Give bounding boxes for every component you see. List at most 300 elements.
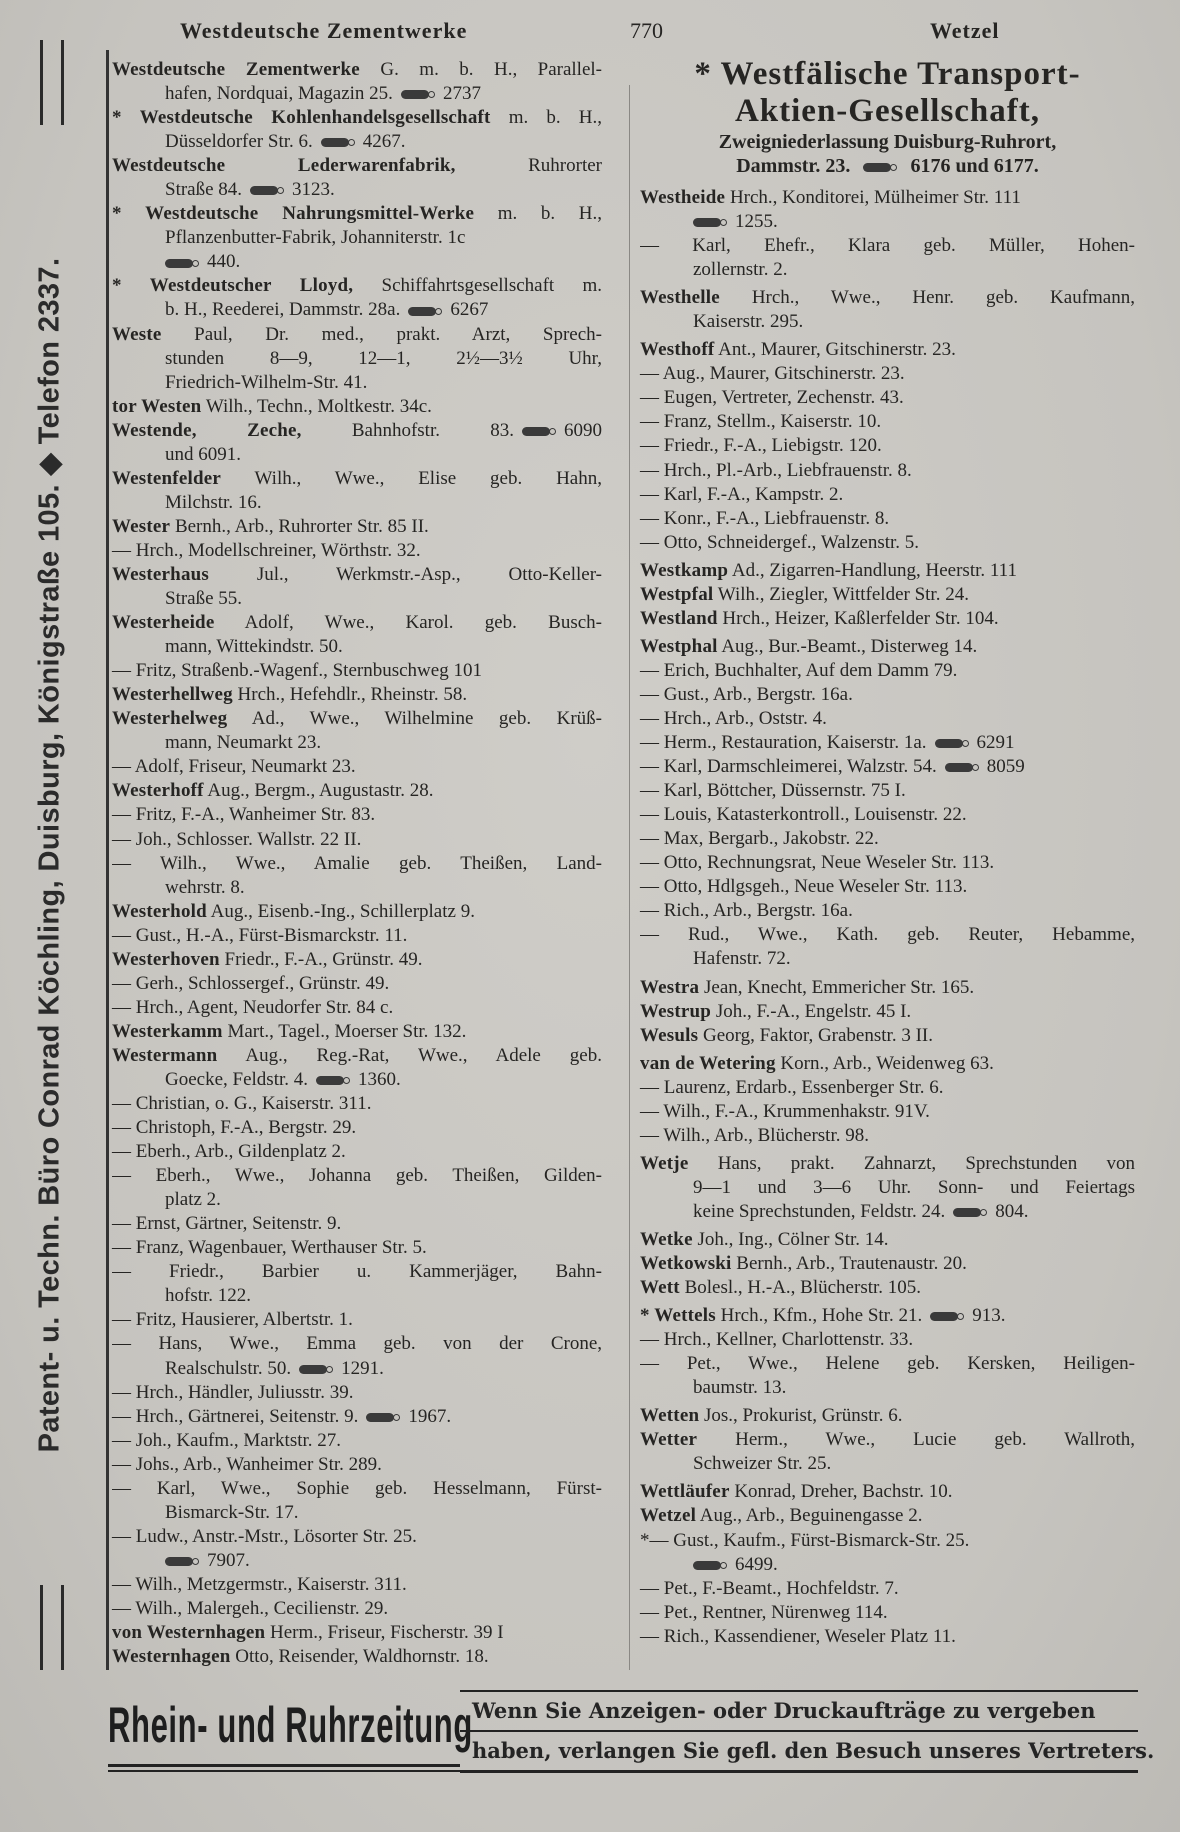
directory-entry [640,1577,1135,1601]
entry-details: Joh., F.-A., Engelstr. 45 I. [711,1000,912,1022]
entry-continuation-line [112,635,602,659]
directory-entry [112,563,602,587]
entry-details: Bernh., Arb., Ruhrorter Str. 85 II. [170,515,429,537]
entry-details: — Otto, Rechnungsrat, Neue Weseler Str. 113. [640,852,995,874]
entry-details: — Wilh., Metzgermstr., Kaiserstr. 311. [112,1573,407,1595]
entry-name: Westerheide [112,612,215,634]
entry-name: Westerhoven [112,948,220,970]
entry-details: Bismarck-Str. 17. [165,1501,299,1523]
directory-entry [640,755,1135,779]
entry-details: Hrch., Konditorei, Mülheimer Str. 111 [725,187,1021,208]
entry-name: Westrup [640,1000,712,1022]
telephone-number: 1967. [408,1405,452,1427]
directory-entry [640,779,1135,803]
entry-details: — Karl, Wwe., Sophie geb. Hesselmann, Fürst- [112,1477,602,1499]
entry-details: m. b. H., [490,107,602,129]
entry-details: Herm., Wwe., Lucie geb. Wallroth, [697,1429,1135,1451]
directory-entry [640,851,1135,875]
directory-entry [640,1625,1135,1649]
page-number: 770 [630,18,663,43]
entry-details: — Rud., Wwe., Kath. geb. Reuter, Hebamme, [640,924,1135,946]
column-divider [629,85,630,1670]
telephone-number: 2737 [442,83,481,105]
entry-details: — Erich, Buchhalter, Auf dem Damm 79. [640,659,958,681]
directory-entry [112,419,602,443]
entry-details: — Gerh., Schlossergef., Grünstr. 49. [112,972,390,994]
entry-continuation-line [112,1284,602,1308]
entry-details: Mart., Tagel., Moerser Str. 132. [222,1020,467,1042]
firm-street: Dammstr. 23. [736,155,851,177]
entry-details: — Fritz, Hausierer, Albertstr. 1. [112,1309,353,1331]
entry-continuation-line [640,1200,1135,1224]
entry-continuation-line [112,1357,602,1381]
entry-name: Wesuls [640,1024,699,1046]
telephone-icon [863,163,897,172]
directory-entry [112,1260,602,1284]
running-head-right: Wetzel [930,18,1000,43]
entry-details: — Franz, Wagenbauer, Werthauser Str. 5. [112,1237,427,1259]
entry-details: Aug., Reg.-Rat, Wwe., Adele geb. [217,1044,602,1066]
entry-details: — Karl, F.-A., Kampstr. 2. [640,483,844,505]
entry-group [640,1228,1135,1300]
entry-details: — Pet., F.-Beamt., Hochfeldstr. 7. [640,1577,899,1599]
entry-group [640,186,1135,282]
entry-continuation-line [112,876,602,900]
directory-entry [640,875,1135,899]
entry-continuation-line [112,1068,602,1092]
entry-details: hafen, Nordquai, Magazin 25. [165,83,393,105]
directory-entry [112,900,602,924]
directory-entry [640,707,1135,731]
entry-name: Weste [112,323,162,345]
sidebar-advertisement [18,40,88,1670]
entry-name: Westra [640,976,700,998]
entry-details: — Eugen, Vertreter, Zechenstr. 43. [640,387,904,409]
entry-name: Westermann [112,1044,218,1066]
entry-details: Kaiserstr. 295. [693,311,804,333]
entry-details: Schiffahrtsgesellschaft m. [353,275,602,297]
directory-entry [640,531,1135,555]
entry-details: Aug., Bergm., Augustastr. 28. [203,780,434,802]
telephone-icon [321,138,355,147]
entry-continuation-line [112,226,602,250]
directory-entry [112,274,602,298]
entry-details: — Herm., Restauration, Kaiserstr. 1a. [640,732,927,754]
entry-details: — Wilh., F.-A., Krummenhakstr. 91V. [640,1100,930,1122]
entry-details: — Aug., Maurer, Gitschinerstr. 23. [640,363,905,385]
entry-details: Goecke, Feldstr. 4. [165,1068,309,1090]
title-underline [108,1764,460,1772]
left-border-rule [106,50,109,1670]
entry-details: Jean, Knecht, Emmericher Str. 165. [699,976,975,998]
directory-entry [112,1525,602,1549]
directory-entry [640,410,1135,434]
entry-details: — Christoph, F.-A., Bergstr. 29. [112,1117,357,1139]
entry-details: Korn., Arb., Weidenweg 63. [775,1052,994,1074]
ad-message [460,1690,1155,1773]
entry-details: b. H., Reederei, Dammstr. 28a. [165,299,401,321]
entry-group [640,635,1135,972]
directory-entry [640,1601,1135,1625]
telephone-icon [693,218,727,227]
directory-entry [112,106,602,130]
telephone-number: 6291 [976,732,1015,754]
telephone-number: 6499. [735,1553,778,1575]
entry-name: Westhelle [640,287,720,309]
entry-details: Hrch., Kfm., Hohe Str. 21. [715,1305,923,1327]
entry-details: Düsseldorfer Str. 6. [165,131,313,153]
entry-details: G. m. b. H., Parallel- [359,59,602,80]
entry-details: — Adolf, Friseur, Neumarkt 23. [112,756,356,778]
entry-name: Westenfelder [112,467,221,489]
entry-name: Wetke [640,1228,693,1250]
left-column-entries [112,58,602,1669]
directory-entry [112,1116,602,1140]
ad-line-1: Wenn Sie Anzeigen- oder Druckaufträge zu vergeben [460,1690,1138,1730]
entry-details: — Christian, o. G., Kaiserstr. 311. [112,1093,372,1115]
directory-entry [640,1480,1135,1504]
entry-details: — Joh., Kaufm., Marktstr. 27. [112,1429,342,1451]
entry-details: platz 2. [165,1189,221,1211]
directory-entry [112,1477,602,1501]
entry-details: — Franz, Stellm., Kaiserstr. 10. [640,411,882,433]
firm-branch: Zweigniederlassung Duisburg-Ruhrort, [718,131,1057,153]
directory-entry [112,539,602,563]
directory-entry [640,683,1135,707]
entry-name: Westerhellweg [112,684,233,706]
entry-details: Otto, Reisender, Waldhornstr. 18. [230,1646,489,1668]
directory-entry [640,1328,1135,1352]
telephone-number: 1255. [735,211,778,233]
directory-entry [112,1044,602,1068]
directory-entry [640,338,1135,362]
directory-entry [640,583,1135,607]
entry-details: Hans, prakt. Zahnarzt, Sprechstunden von [688,1152,1135,1174]
entry-group [640,286,1135,334]
telephone-number: 3123. [292,179,335,201]
page-header [110,18,1140,54]
telephone-number: 6090 [564,419,602,441]
entry-details: — Karl, Böttcher, Düssernstr. 75 I. [640,780,906,802]
entry-continuation-line [640,1376,1135,1400]
directory-entry [640,1529,1135,1553]
directory-entry [640,1252,1135,1276]
directory-entry [640,1000,1135,1024]
directory-entry [640,234,1135,258]
entry-group [640,1152,1135,1224]
entry-details: — Johs., Arb., Wanheimer Str. 289. [112,1453,382,1475]
telephone-icon [299,1365,333,1374]
telephone-icon [522,427,556,436]
firm-display-entry [640,56,1135,178]
entry-details: — Hrch., Händler, Juliusstr. 39. [112,1381,354,1403]
directory-entry [112,1164,602,1188]
entry-details: — Konr., F.-A., Liebfrauenstr. 8. [640,507,890,529]
entry-name: Wett [640,1277,680,1299]
entry-details: — Rich., Arb., Bergstr. 16a. [640,900,853,922]
entry-details: — Karl, Ehefr., Klara geb. Müller, Hohen- [640,235,1135,257]
entry-details: Adolf, Wwe., Karol. geb. Busch- [214,612,602,634]
entry-continuation-line [112,1188,602,1212]
entry-continuation-line [112,82,602,106]
entry-details: stunden 8—9, 12—1, 2½—3½ Uhr, [165,347,602,369]
entry-details: — Pet., Wwe., Helene geb. Kersken, Heiligen- [640,1353,1135,1375]
entry-details: — Otto, Schneidergef., Walzenstr. 5. [640,531,920,553]
entry-details: *— Gust., Kaufm., Fürst-Bismarck-Str. 25. [640,1529,970,1551]
entry-name: Wetje [640,1152,689,1174]
entry-continuation-line [112,491,602,515]
telephone-icon [953,1208,987,1217]
entry-details: Konrad, Dreher, Bachstr. 10. [729,1481,953,1503]
directory-entry [112,1453,602,1477]
telephone-number: 7907. [207,1549,250,1571]
entry-name: * Westdeutscher Lloyd, [112,275,354,297]
ad-line-2: haben, verlangen Sie gefl. den Besuch unseres Vertreters. [460,1730,1138,1773]
telephone-icon [316,1076,350,1085]
entry-details: — Friedr., Barbier u. Kammerjäger, Bahn- [112,1261,602,1283]
directory-entry [640,1100,1135,1124]
entry-details: Wilh., Techn., Moltkestr. 34c. [201,395,432,417]
entry-details: — Hrch., Modellschreiner, Wörthstr. 32. [112,539,421,561]
entry-group [640,1404,1135,1476]
entry-group [640,1304,1135,1400]
entry-name: Westland [640,607,718,629]
entry-details: Bernh., Arb., Trautenaustr. 20. [731,1253,967,1275]
directory-entry [112,154,602,178]
entry-details: — Louis, Katasterkontroll., Louisenstr. 22. [640,804,967,826]
entry-details: Ad., Zigarren-Handlung, Heerstr. 111 [728,559,1017,581]
firm-phone: 6176 und 6177. [910,155,1039,177]
newspaper-title: Rhein- und Ruhrzeitung [108,1697,473,1753]
entry-details: — Hrch., Gärtnerei, Seitenstr. 9. [112,1405,359,1427]
entry-details: — Hrch., Agent, Neudorfer Str. 84 c. [112,996,394,1018]
entry-details: — Karl, Darmschleimerei, Walzstr. 54. [640,756,937,778]
entry-details: Straße 55. [165,588,243,610]
directory-entry [640,731,1135,755]
entry-details: Herm., Friseur, Fischerstr. 39 I [265,1622,504,1644]
telephone-number: 1291. [341,1357,384,1379]
entry-details: Straße 84. [165,179,243,201]
directory-entry [640,1052,1135,1076]
directory-entry [112,395,602,419]
entry-group [640,1052,1135,1148]
directory-entry [640,803,1135,827]
directory-entry [112,996,602,1020]
entry-details: Bahnhofstr. 83. [301,419,514,441]
entry-name: Westdeutsche Lederwarenfabrik, [112,155,456,177]
entry-name: Westerkamm [112,1020,223,1042]
entry-details: Aug., Bur.-Beamt., Disterweg 14. [717,635,978,657]
telephone-icon [250,186,284,195]
entry-details: — Wilh., Wwe., Amalie geb. Theißen, Land- [112,852,602,874]
entry-name: Westdeutsche Zementwerke [112,59,360,80]
sidebar-text: Patent- u. Techn. Büro Conrad Köchling, Duisburg, Königstraße 105. ◆ Telefon 2337. [33,257,66,1453]
entry-group [640,559,1135,631]
entry-details: Friedr., F.-A., Grünstr. 49. [219,948,423,970]
right-column-entries [640,186,1135,1649]
directory-entry [112,924,602,948]
telephone-icon [165,1557,199,1566]
directory-entry [112,1236,602,1260]
entry-details: — Ludw., Anstr.-Mstr., Lösorter Str. 25. [112,1525,417,1547]
directory-entry [640,1152,1135,1176]
firm-name-line-2: Aktien-Gesellschaft, [734,93,1041,129]
entry-name: van de Wetering [640,1052,776,1074]
entry-continuation-line [640,1452,1135,1476]
directory-entry [112,1212,602,1236]
directory-entry [112,1381,602,1405]
directory-entry [640,1404,1135,1428]
entry-name: Westkamp [640,559,729,581]
entry-name: Westende, Zeche, [112,419,302,441]
directory-entry [640,507,1135,531]
entry-name: Wester [112,515,171,537]
telephone-number: 8059 [986,756,1025,778]
directory-entry [640,899,1135,923]
entry-details: — Otto, Hdlgsgeh., Neue Weseler Str. 113. [640,876,968,898]
entry-details: — Laurenz, Erdarb., Essenberger Str. 6. [640,1076,944,1098]
entry-details: m. b. H., [474,203,602,225]
entry-name: Westerhoff [112,780,204,802]
directory-entry [640,1304,1135,1328]
entry-name: tor Westen [112,395,202,417]
entry-name: * Westdeutsche Kohlenhandelsgesellschaft [112,107,491,129]
entry-group [640,976,1135,1048]
entry-name: * Westdeutsche Nahrungsmittel-Werke [112,203,475,225]
directory-entry [112,1429,602,1453]
entry-details: Georg, Faktor, Grabenstr. 3 II. [698,1024,933,1046]
entry-details: — Joh., Schlosser. Wallstr. 22 II. [112,828,362,850]
entry-details: — Fritz, F.-A., Wanheimer Str. 83. [112,804,376,826]
directory-entry [112,202,602,226]
entry-name: Westpfal [640,583,714,605]
directory-entry [112,1308,602,1332]
entry-details: Wilh., Ziegler, Wittfelder Str. 24. [713,583,969,605]
directory-entry [112,828,602,852]
directory-entry [112,515,602,539]
entry-name: von Westernhagen [112,1622,266,1644]
directory-entry [640,827,1135,851]
entry-details: — Rich., Kassendiener, Weseler Platz 11. [640,1625,956,1647]
entry-continuation-line [112,443,602,467]
directory-entry [640,1276,1135,1300]
entry-name: Wetten [640,1405,700,1427]
directory-entry [640,286,1135,310]
directory-entry [640,1352,1135,1376]
entry-continuation-line [112,1549,602,1573]
entry-continuation-line [640,258,1135,282]
entry-continuation-line [640,210,1135,234]
entry-details: — Friedr., F.-A., Liebigstr. 120. [640,435,882,457]
directory-entry [640,1504,1135,1528]
entry-details: Realschulstr. 50. [165,1357,292,1379]
entry-details: Hrch., Wwe., Henr. geb. Kaufmann, [719,287,1135,309]
sidebar-rule-top [40,40,64,125]
telephone-icon [945,763,979,772]
entry-name: Westheide [640,187,726,208]
entry-details: — Hrch., Pl.-Arb., Liebfrauenstr. 8. [640,459,912,481]
entry-details: — Hans, Wwe., Emma geb. von der Crone, [112,1333,602,1355]
entry-continuation-line [112,371,602,395]
entry-details: Aug., Eisenb.-Ing., Schillerplatz 9. [206,900,475,922]
entry-details: Hafenstr. 72. [693,948,791,970]
entry-group [640,1480,1135,1648]
directory-entry [112,58,602,82]
directory-entry [640,1124,1135,1148]
entry-details: wehrstr. 8. [165,876,245,898]
entry-continuation-line [112,347,602,371]
entry-name: Westerhelweg [112,708,228,730]
entry-details: mann, Neumarkt 23. [165,732,322,754]
directory-entry [112,467,602,491]
directory-entry [112,1092,602,1116]
entry-name: Westphal [640,635,718,657]
entry-details: — Max, Bergarb., Jakobstr. 22. [640,828,879,850]
directory-entry [640,1428,1135,1452]
directory-entry [112,683,602,707]
telephone-icon [165,259,199,268]
entry-name: Westerhold [112,900,207,922]
directory-entry [112,1573,602,1597]
entry-details: Pflanzenbutter-Fabrik, Johanniterstr. 1c [165,227,466,249]
entry-details: Ad., Wwe., Wilhelmine geb. Krüß- [227,708,602,730]
entry-name: Westhoff [640,339,715,361]
telephone-number: 6267 [450,299,489,321]
entry-details: Paul, Dr. med., prakt. Arzt, Sprech- [161,323,602,345]
entry-details: Joh., Ing., Cölner Str. 14. [692,1228,889,1250]
telephone-icon [408,307,442,316]
telephone-number: 440. [207,251,241,273]
entry-details: keine Sprechstunden, Feldstr. 24. [693,1200,946,1222]
telephone-number: 913. [972,1305,1006,1327]
entry-name: Westerhaus [112,563,209,585]
entry-details: mann, Wittekindstr. 50. [165,636,343,658]
entry-details: Hrch., Heizer, Kaßlerfelder Str. 104. [717,607,999,629]
entry-group [640,338,1135,554]
entry-continuation-line [112,298,602,322]
entry-name: Wetzel [640,1505,697,1527]
directory-entry [640,1228,1135,1252]
directory-entry [640,386,1135,410]
telephone-icon [935,739,969,748]
footer-advertisement [108,1690,1155,1800]
entry-name: Wetkowski [640,1253,732,1275]
directory-entry [112,323,602,347]
directory-entry [640,659,1135,683]
directory-entry [112,972,602,996]
entry-details: 9—1 und 3—6 Uhr. Sonn- und Feiertags [693,1176,1135,1198]
directory-entry [640,186,1135,210]
directory-entry [640,923,1135,947]
entry-details: Jos., Prokurist, Grünstr. 6. [699,1405,903,1427]
entry-details: Bolesl., H.-A., Blücherstr. 105. [679,1277,922,1299]
entry-name: Westernhagen [112,1646,231,1668]
directory-entry [640,362,1135,386]
directory-entry [640,1076,1135,1100]
sidebar-rule-bottom [40,1585,64,1670]
directory-entry [112,1645,602,1669]
directory-entry [112,659,602,683]
entry-continuation-line [112,178,602,202]
directory-entry [112,1621,602,1645]
entry-details: Jul., Werkmstr.-Asp., Otto-Keller- [209,563,602,585]
entry-details: Ant., Maurer, Gitschinerstr. 23. [714,339,956,361]
entry-continuation-line [112,731,602,755]
entry-details: Friedrich-Wilhelm-Str. 41. [165,371,368,393]
entry-details: Wilh., Wwe., Elise geb. Hahn, [220,467,602,489]
entry-details: Schweizer Str. 25. [693,1453,832,1475]
entry-details: — Gust., Arb., Bergstr. 16a. [640,683,853,705]
